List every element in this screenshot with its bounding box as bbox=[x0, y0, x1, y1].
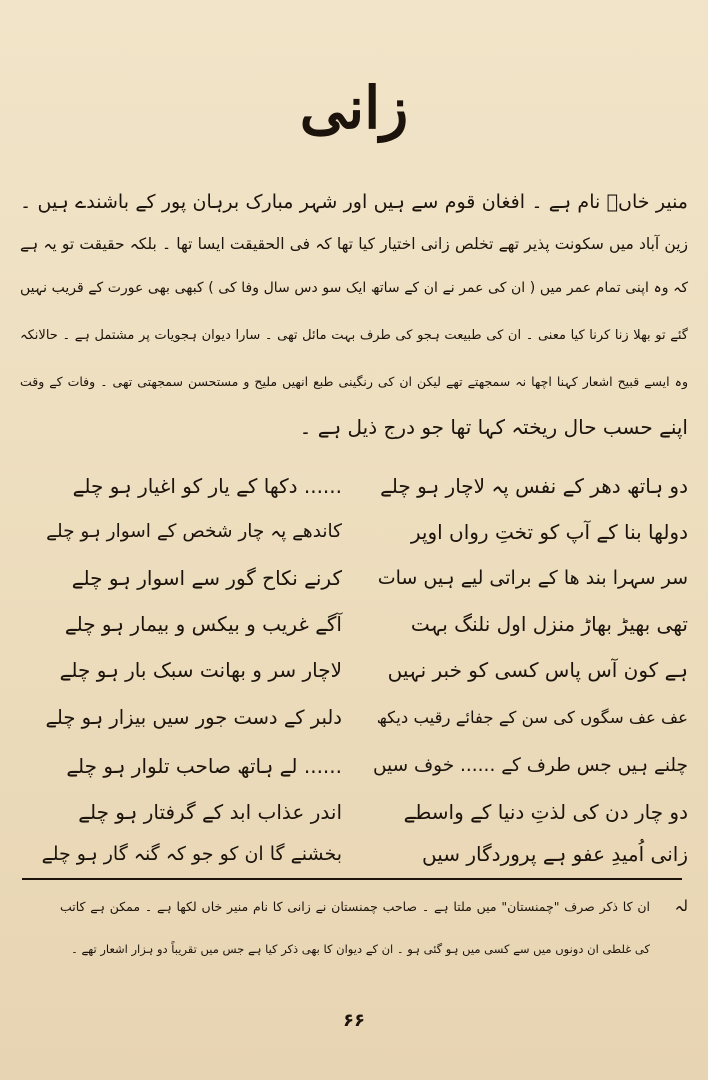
paragraph-line: اپنے حسب حال ریختہ کہا تھا جو درج ذیل ہے ۔ bbox=[299, 415, 688, 439]
poem-line-second-hemistich: ...... دکھا کے یار کو اغیار ہو چلے bbox=[72, 474, 342, 498]
poem-line-first-hemistich: دو ہاتھ دھر کے نفس پہ لاچار ہو چلے bbox=[380, 474, 688, 498]
poem-line-second-hemistich: لاچار سر و بھانت سبک بار ہو چلے bbox=[59, 658, 342, 682]
poem-line-second-hemistich: کرنے نکاح گور سے اسوار ہو چلے bbox=[71, 566, 342, 590]
paragraph-line: کہ وہ اپنی تمام عمر میں ( ان کی عمر نے ان کے ساتھ ایک سو دس سال وفا کی ) کبھی بھی عورت کے قریب نہیں bbox=[20, 280, 688, 296]
footnote-divider bbox=[22, 878, 682, 880]
poem-line-second-hemistich: بخشنے گا ان کو جو کہ گنہ گار ہو چلے bbox=[41, 843, 342, 865]
poem-line-first-hemistich: تھی بھیڑ بھاڑ منزل اول نلنگ بہت bbox=[410, 612, 688, 636]
poem-line-first-hemistich: دو چار دن کی لذتِ دنیا کے واسطے bbox=[403, 800, 688, 824]
page-title: زانی bbox=[299, 74, 409, 142]
paragraph-line: وہ ایسے قبیح اشعار کہنا اچھا نہ سمجھتے تھے لیکن ان کی رنگینی طبع انھیں ملیح و مستحسن سمجھتی تھی ۔ وفات کے وقت bbox=[20, 374, 688, 389]
paragraph-line: گئے تو بھلا زنا کرنا کیا معنی ۔ ان کی طبیعت ہجو کی طرف بہت مائل تھی ۔ سارا دیوان ہجویات پر مشتمل ہے ۔ حالانکہ bbox=[20, 328, 688, 343]
page-number: ۶۶ bbox=[343, 1010, 365, 1031]
poem-line-first-hemistich: دولھا بنا کے آپ کو تختِ رواں اوپر bbox=[410, 520, 688, 544]
poem-line-first-hemistich: عف عف سگوں کی سن کے جفائے رقیب دیکھ bbox=[376, 708, 688, 727]
poem-line-first-hemistich: زانی اُمیدِ عفو ہے پروردگار سیں bbox=[422, 842, 688, 866]
poem-line-second-hemistich: کاندھے پہ چار شخص کے اسوار ہو چلے bbox=[46, 521, 342, 542]
poem-line-second-hemistich: دلبر کے دست جور سیں بیزار ہو چلے bbox=[45, 706, 342, 729]
poem-line-second-hemistich: آگے غریب و بیکس و بیمار ہو چلے bbox=[64, 612, 342, 636]
poem-line-second-hemistich: اندر عذاب ابد کے گرفتار ہو چلے bbox=[78, 800, 342, 824]
footnote-line: کی غلطی ان دونوں میں سے کسی میں ہو گئی ہو ۔ ان کے دیوان کا بھی ذکر کیا ہے جس میں تقریباً دو ہزار اشعار تھے ۔ bbox=[71, 942, 650, 956]
footnote-marker: لہ bbox=[674, 897, 688, 915]
paragraph-line: منیر خاںؒ نام ہے ۔ افغان قوم سے ہیں اور شہر مبارک برہان پور کے باشندے ہیں ۔ bbox=[20, 191, 688, 213]
poem-line-second-hemistich: ...... لے ہاتھ صاحب تلوار ہو چلے bbox=[66, 754, 342, 778]
footnote-line: ان کا ذکر صرف "چمنستان" میں ملتا ہے ۔ صاحب چمنستان نے زانی کا نام منیر خاں لکھا ہے ۔ ممکن ہے کاتب bbox=[60, 899, 650, 914]
poem-line-first-hemistich: چلنے ہیں جس طرف کے ...... خوف سیں bbox=[372, 755, 688, 776]
poem-line-first-hemistich: ہے کون آس پاس کسی کو خبر نہیں bbox=[387, 658, 688, 682]
paragraph-line: زین آباد میں سکونت پذیر تھے تخلص زانی اختیار کیا تھا کہ فی الحقیقت ایسا تھا ۔ بلکہ حقیقت تو یہ ہے bbox=[20, 235, 688, 253]
poem-line-first-hemistich: سر سہرا بند ھا کے براتی لیے ہیں سات bbox=[377, 567, 688, 589]
